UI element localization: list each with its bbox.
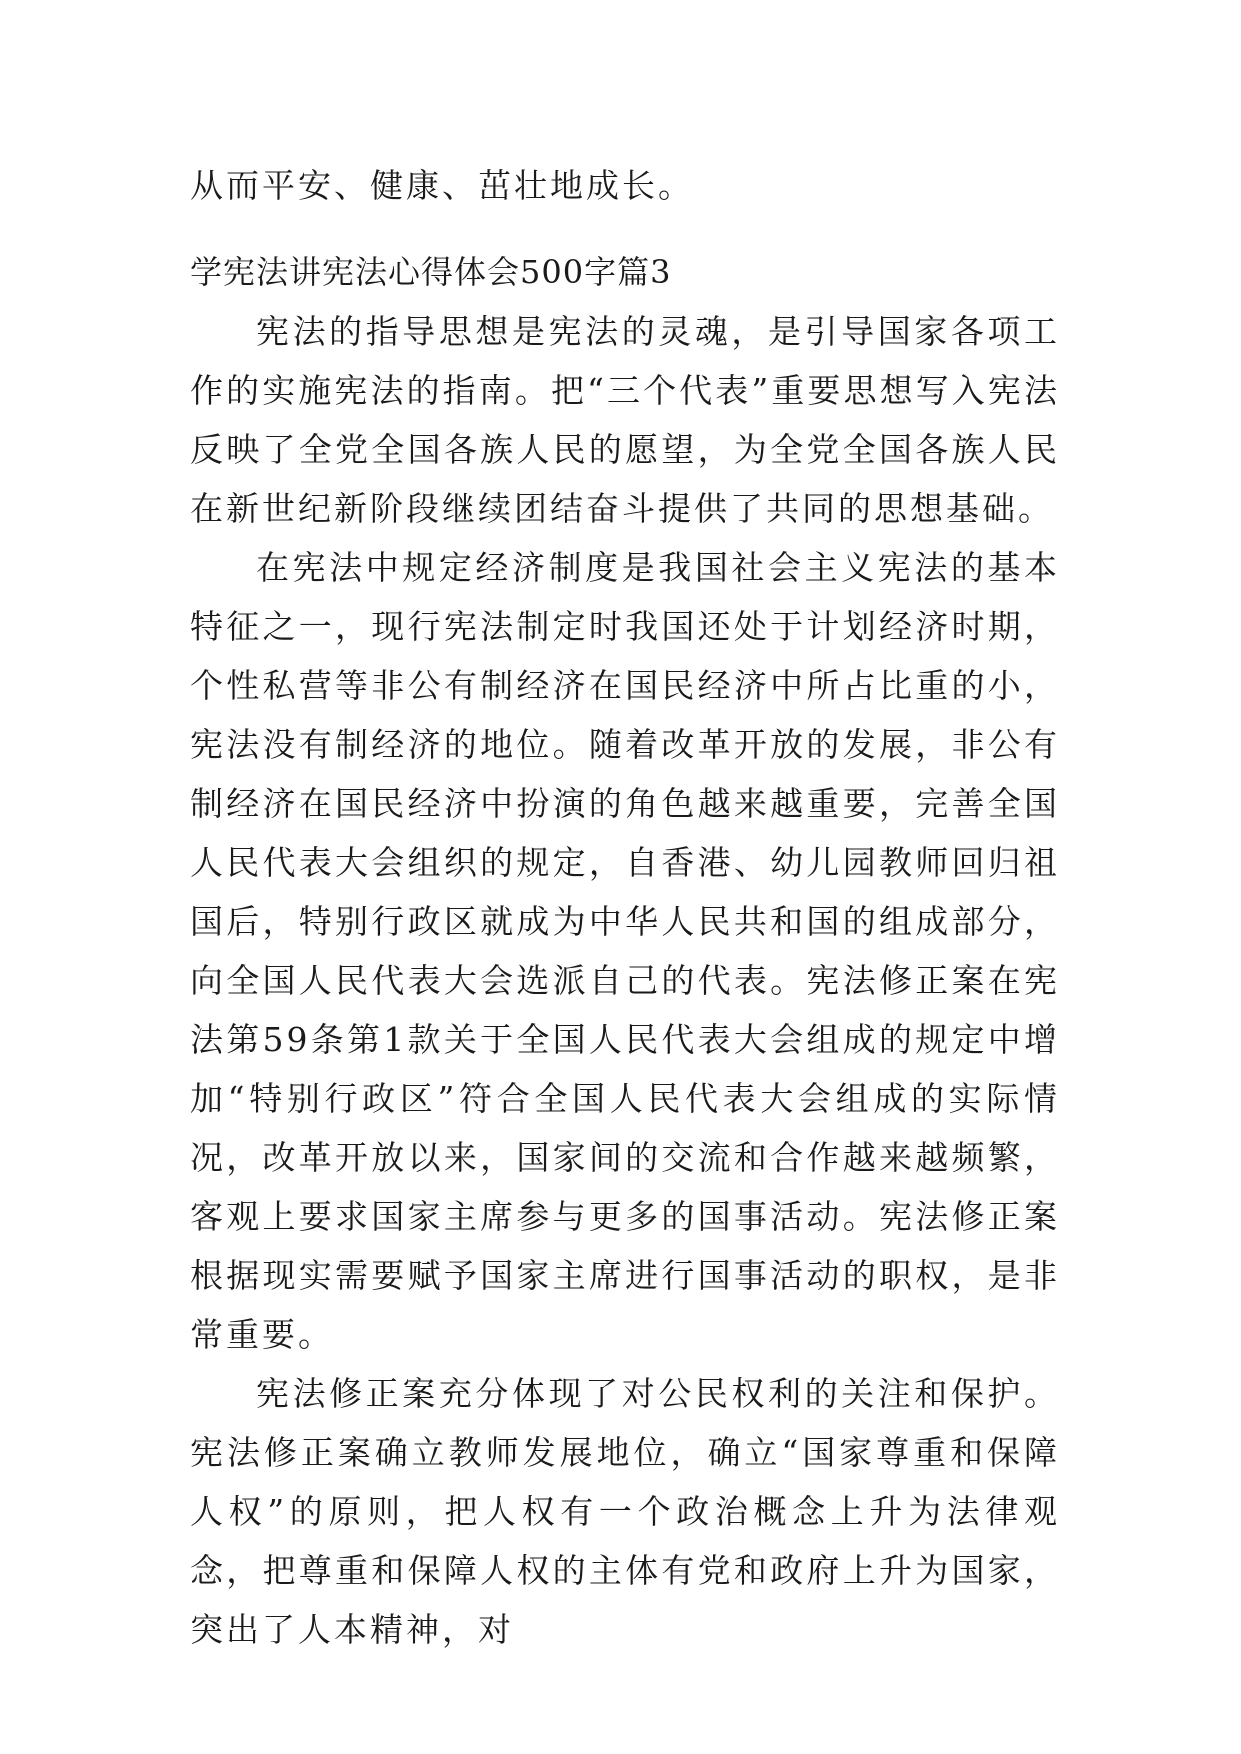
paragraph-economic-system: 在宪法中规定经济制度是我国社会主义宪法的基本特征之一，现行宪法制定时我国还处于计划经济时期，个性私营等非公有制经济在国民经济中所占比重的小，宪法没有制经济的地位。随着改革开放的发展，非公有制经济在国民经济中扮演的角色越来越重要，完善全国人民代表大会组织的规定，自香港、幼儿园教师回归祖国后，特别行政区就成为中华人民共和国的组成部分，向全国人民代表大会选派自己的代表。宪法修正案在宪法第59条第1款关于全国人民代表大会组成的规定中增加“特别行政区”符合全国人民代表大会组成的实际情况，改革开放以来，国家间的交流和合作越来越频繁，客观上要求国家主席参与更多的国事活动。宪法修正案根据现实需要赋予国家主席进行国事活动的职权，是非常重要。: [190, 548, 1060, 1354]
intro-line: 从而平安、健康、茁壮地成长。: [190, 166, 694, 205]
paragraph-citizen-rights: 宪法修正案充分体现了对公民权利的关注和保护。宪法修正案确立教师发展地位，确立“国家尊重和保障人权”的原则，把人权有一个政治概念上升为法律观念，把尊重和保障人权的主体有党和政府上升为国家，突出了人本精神，对: [190, 1374, 1060, 1649]
document-body: [190, 156, 1060, 1659]
paragraph-guiding-ideology: 宪法的指导思想是宪法的灵魂，是引导国家各项工作的实施宪法的指南。把“三个代表”重要思想写入宪法反映了全党全国各族人民的愿望，为全党全国各族人民在新世纪新阶段继续团结奋斗提供了共同的思想基础。: [190, 312, 1060, 528]
section-heading: 学宪法讲宪法心得体会500字篇3: [190, 253, 672, 291]
